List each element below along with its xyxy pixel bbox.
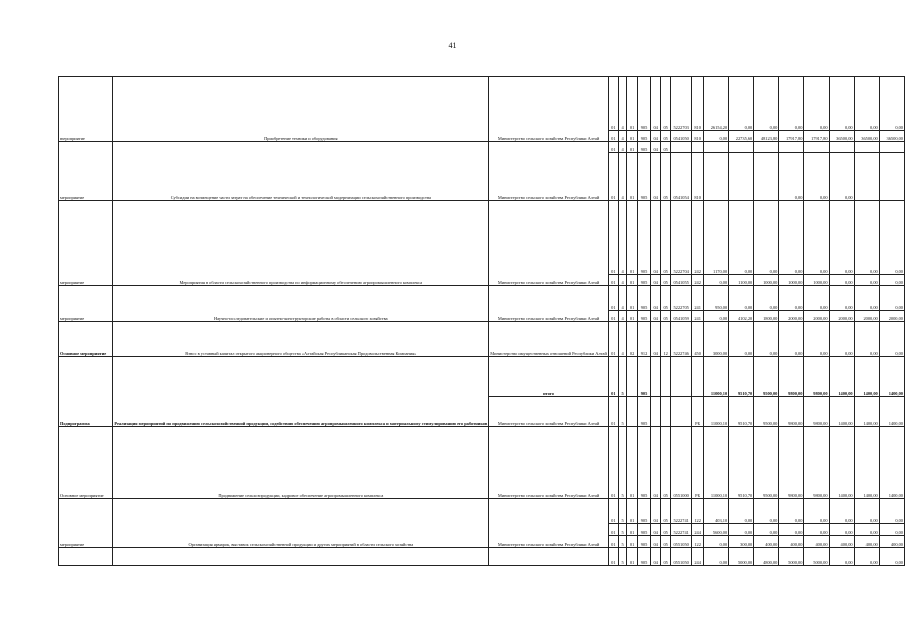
row-org-cell <box>489 548 609 566</box>
code-cell: 4 <box>618 286 626 311</box>
row-name-cell: Научно-исследовательские и опытно-конструкторские работы в области сельского хозяйства <box>113 286 489 322</box>
code-cell: 01 <box>627 536 638 548</box>
amount-cell: 0,00 <box>829 286 854 311</box>
code-cell: 01 <box>608 322 618 357</box>
code-cell <box>671 357 692 397</box>
amount-cell: 1000,00 <box>754 275 779 286</box>
amount-cell: 11000,10 <box>704 397 729 427</box>
code-cell: 4 <box>618 201 626 275</box>
amount-cell: 400,00 <box>804 536 829 548</box>
amount-cell <box>854 142 879 153</box>
row-name-cell: Приобретение техники и оборудования <box>113 77 489 142</box>
amount-cell: 0,00 <box>779 77 804 131</box>
code-cell: 02 <box>627 322 638 357</box>
amount-cell: 9500,00 <box>754 397 779 427</box>
amount-cell: 9800,00 <box>804 397 829 427</box>
code-cell: 04 <box>651 322 661 357</box>
code-cell: 905 <box>637 499 650 524</box>
code-cell: 01 <box>608 427 618 499</box>
amount-cell: 9800,00 <box>779 357 804 397</box>
code-cell <box>651 357 661 397</box>
table-row <box>59 77 905 131</box>
amount-cell <box>754 153 779 201</box>
amount-cell: 9510,70 <box>729 397 754 427</box>
amount-cell: 0,00 <box>704 548 729 566</box>
amount-cell: 4102,20 <box>729 311 754 322</box>
amount-cell: 1400,00 <box>879 357 904 397</box>
amount-cell: 36500,00 <box>854 131 879 142</box>
amount-cell: 1000,00 <box>779 275 804 286</box>
amount-cell <box>704 153 729 201</box>
code-cell: 242 <box>692 201 704 275</box>
amount-cell: 400,00 <box>779 536 804 548</box>
amount-cell: 0,00 <box>854 201 879 275</box>
code-cell: 05 <box>661 77 671 131</box>
code-cell: 244 <box>692 524 704 536</box>
code-cell: 4 <box>618 311 626 322</box>
amount-cell: 0,00 <box>804 322 829 357</box>
code-cell: 01 <box>627 286 638 311</box>
amount-cell: 22735,60 <box>729 131 754 142</box>
amount-cell: 3000,00 <box>704 322 729 357</box>
code-cell: 01 <box>608 357 618 397</box>
code-cell: 05 <box>661 142 671 153</box>
amount-cell <box>729 142 754 153</box>
code-cell: 0541055 <box>671 275 692 286</box>
amount-cell: 0,00 <box>854 275 879 286</box>
row-org-cell: Министерство сельского хозяйства Республики Алтай <box>489 286 609 322</box>
code-cell <box>671 142 692 153</box>
code-cell: 01 <box>608 311 618 322</box>
row-name-cell: Субсидии на возмещение части затрат на обеспечение технической и технологической модернизации сельскохозяйственного производства <box>113 142 489 201</box>
code-cell <box>692 142 704 153</box>
amount-cell: 5000,00 <box>804 548 829 566</box>
code-cell: 810 <box>692 131 704 142</box>
amount-cell: 1800,00 <box>754 311 779 322</box>
code-cell: 0541059 <box>671 311 692 322</box>
code-cell: 04 <box>651 499 661 524</box>
code-cell: 04 <box>651 524 661 536</box>
code-cell: 905 <box>637 77 650 131</box>
amount-cell: 9500,00 <box>754 357 779 397</box>
code-cell: 01 <box>608 397 618 427</box>
code-cell: 04 <box>651 286 661 311</box>
amount-cell: 0,00 <box>779 153 804 201</box>
code-cell: 01 <box>608 77 618 131</box>
amount-cell: 0,00 <box>829 524 854 536</box>
amount-cell: 0,00 <box>804 499 829 524</box>
amount-cell: 36500,00 <box>879 131 904 142</box>
amount-cell: 1170,00 <box>704 201 729 275</box>
table-row <box>59 322 905 357</box>
code-cell: 01 <box>608 524 618 536</box>
amount-cell: 0,00 <box>704 536 729 548</box>
amount-cell <box>729 153 754 201</box>
code-cell: 905 <box>637 397 650 427</box>
amount-cell: 0,00 <box>879 275 904 286</box>
code-cell: 04 <box>651 153 661 201</box>
amount-cell: 17917,80 <box>804 131 829 142</box>
amount-cell <box>879 142 904 153</box>
row-type-cell: мероприятие <box>59 286 113 322</box>
code-cell: 05 <box>661 201 671 275</box>
amount-cell <box>704 142 729 153</box>
code-cell: РБ <box>692 427 704 499</box>
amount-cell: 0,00 <box>829 499 854 524</box>
code-cell: 122 <box>692 499 704 524</box>
code-cell: 04 <box>651 275 661 286</box>
code-cell: 04 <box>651 142 661 153</box>
code-cell: 01 <box>608 142 618 153</box>
code-cell: 905 <box>637 275 650 286</box>
amount-cell: 9500,00 <box>754 427 779 499</box>
amount-cell: 0,00 <box>704 131 729 142</box>
code-cell: 04 <box>651 77 661 131</box>
row-type-cell: мероприятие <box>59 142 113 201</box>
amount-cell: 9800,00 <box>779 427 804 499</box>
amount-cell: 2000,00 <box>804 311 829 322</box>
row-type-cell <box>59 548 113 566</box>
amount-cell: 1400,00 <box>829 397 854 427</box>
amount-cell <box>779 142 804 153</box>
amount-cell: 0,00 <box>779 499 804 524</box>
amount-cell: 0,00 <box>754 322 779 357</box>
code-cell: 905 <box>637 131 650 142</box>
code-cell <box>627 397 638 427</box>
amount-cell: 9800,00 <box>804 357 829 397</box>
amount-cell: 400,00 <box>829 536 854 548</box>
row-name-cell: Мероприятия в области сельскохозяйственного производства по информационному обеспечению агропромышленного комплекса <box>113 201 489 286</box>
amount-cell: 5000,00 <box>779 548 804 566</box>
row-name-cell: Организация ярмарок, выставок сельскохозяйственной продукции и других мероприятий в области сельского хозяйства <box>113 499 489 548</box>
row-name-cell <box>113 548 489 566</box>
amount-cell: 0,00 <box>854 77 879 131</box>
code-cell: 5 <box>618 499 626 524</box>
code-cell: 05 <box>661 286 671 311</box>
amount-cell: 0,00 <box>854 499 879 524</box>
amount-cell: 300,00 <box>729 536 754 548</box>
code-cell: 5 <box>618 536 626 548</box>
code-cell: 01 <box>608 201 618 275</box>
amount-cell: 0,00 <box>729 524 754 536</box>
row-type-cell: mероприятие <box>59 77 113 142</box>
code-cell: 04 <box>651 536 661 548</box>
code-cell: 0541054 <box>671 153 692 201</box>
code-cell <box>627 357 638 397</box>
amount-cell: 0,00 <box>729 499 754 524</box>
amount-cell: 0,00 <box>779 201 804 275</box>
amount-cell: 403,10 <box>704 499 729 524</box>
code-cell: 04 <box>651 201 661 275</box>
amount-cell: 0,00 <box>729 77 754 131</box>
row-name-cell: Взнос в уставный капитал открытого акционерного общества «Алтайская Республиканская Продовольственная Компания» <box>113 322 489 357</box>
amount-cell: 36500,00 <box>829 131 854 142</box>
table-row <box>59 286 905 311</box>
code-cell: 0551050 <box>671 536 692 548</box>
code-cell: 4 <box>618 77 626 131</box>
code-cell: 810 <box>692 153 704 201</box>
code-cell: 810 <box>692 77 704 131</box>
amount-cell: 0,00 <box>879 499 904 524</box>
row-org-cell: Министерство имущественных отношений Республики Алтай <box>489 322 609 357</box>
code-cell: 05 <box>661 153 671 201</box>
code-cell: РБ <box>692 397 704 427</box>
row-org-cell: Министерство сельского хозяйства Республики Алтай <box>489 77 609 142</box>
code-cell: 905 <box>637 427 650 499</box>
code-cell: 5 <box>618 397 626 427</box>
amount-cell: 0,00 <box>829 153 854 201</box>
amount-cell: 0,00 <box>854 322 879 357</box>
amount-cell: 1400,00 <box>879 397 904 427</box>
table-row <box>59 548 905 566</box>
code-cell: 04 <box>651 131 661 142</box>
amount-cell: 0,00 <box>779 322 804 357</box>
code-cell: 01 <box>608 153 618 201</box>
amount-cell: 0,00 <box>879 322 904 357</box>
code-cell: 0541050 <box>671 131 692 142</box>
amount-cell: 2000,00 <box>879 311 904 322</box>
table-row <box>59 427 905 499</box>
code-cell: 242 <box>692 275 704 286</box>
code-cell <box>651 397 661 427</box>
code-cell: 04 <box>651 548 661 566</box>
amount-cell: 5600,00 <box>704 524 729 536</box>
code-cell: 5222746 <box>671 322 692 357</box>
code-cell: 4 <box>618 131 626 142</box>
code-cell: 01 <box>627 131 638 142</box>
amount-cell: 9510,70 <box>729 357 754 397</box>
code-cell: 01 <box>627 77 638 131</box>
code-cell: 01 <box>608 536 618 548</box>
code-cell: 5222741 <box>671 499 692 524</box>
code-cell: 01 <box>627 548 638 566</box>
code-cell: 4 <box>618 153 626 201</box>
amount-cell: 1000,00 <box>804 275 829 286</box>
row-type-cell: Основное мероприятие <box>59 322 113 357</box>
amount-cell: 9510,70 <box>729 427 754 499</box>
code-cell: 905 <box>637 548 650 566</box>
code-cell: 912 <box>637 322 650 357</box>
code-cell: 241 <box>692 311 704 322</box>
amount-cell: 17917,80 <box>779 131 804 142</box>
code-cell: 05 <box>661 311 671 322</box>
code-cell: 5 <box>618 427 626 499</box>
code-cell: 05 <box>661 499 671 524</box>
code-cell <box>671 397 692 427</box>
amount-cell: 0,00 <box>854 548 879 566</box>
code-cell: 05 <box>661 548 671 566</box>
amount-cell: 0,00 <box>729 201 754 275</box>
code-cell: 12 <box>661 322 671 357</box>
amount-cell: 0,00 <box>754 524 779 536</box>
row-org-cell: Министерство сельского хозяйства Республики Алтай <box>489 201 609 286</box>
amount-cell: 11000,10 <box>704 357 729 397</box>
amount-cell: 0,00 <box>879 201 904 275</box>
code-cell: 05 <box>661 524 671 536</box>
code-cell: 905 <box>637 524 650 536</box>
code-cell: 04 <box>651 427 661 499</box>
amount-cell: 0,00 <box>829 548 854 566</box>
amount-cell: 0,00 <box>829 322 854 357</box>
amount-cell: 0,00 <box>829 275 854 286</box>
code-cell: 01 <box>608 499 618 524</box>
amount-cell: 0,00 <box>754 499 779 524</box>
amount-cell: 0,00 <box>804 153 829 201</box>
code-cell: 122 <box>692 536 704 548</box>
amount-cell: 1100,00 <box>729 275 754 286</box>
code-cell: 5222705 <box>671 286 692 311</box>
page-number: 41 <box>448 41 457 50</box>
code-cell: 01 <box>627 153 638 201</box>
code-cell: 01 <box>608 131 618 142</box>
code-cell: 5222741 <box>671 524 692 536</box>
code-cell: 905 <box>637 201 650 275</box>
row-name-cell: Реализация мероприятий по продвижению сельскохозяйственной продукции, содействию обеспечению агропромышленного комплекса и материальному стимулированию его работников <box>113 357 489 427</box>
row-org-cell: Министерство сельского хозяйства Республики Алтай <box>489 427 609 499</box>
code-cell: 241 <box>692 286 704 311</box>
code-cell: 05 <box>661 427 671 499</box>
amount-cell: 400,00 <box>879 536 904 548</box>
amount-cell: 2000,00 <box>854 311 879 322</box>
amount-cell: 0,00 <box>804 524 829 536</box>
code-cell: 01 <box>627 524 638 536</box>
code-cell: 5222704 <box>671 201 692 275</box>
row-type-cell: Основное мероприятие <box>59 427 113 499</box>
table-row <box>59 357 905 397</box>
amount-cell: 4800,00 <box>754 548 779 566</box>
amount-cell: 1400,00 <box>879 427 904 499</box>
row-org-cell: Министерство сельского хозяйства Республики Алтай <box>489 142 609 201</box>
code-cell <box>661 357 671 397</box>
table-row <box>59 499 905 524</box>
amount-cell: 9800,00 <box>804 427 829 499</box>
amount-cell: 0,00 <box>854 524 879 536</box>
code-cell: 01 <box>627 311 638 322</box>
amount-cell: 1400,00 <box>829 357 854 397</box>
code-cell: 04 <box>651 311 661 322</box>
code-cell: 905 <box>637 311 650 322</box>
amount-cell: 26154,20 <box>704 77 729 131</box>
amount-cell: 0,00 <box>879 77 904 131</box>
amount-cell: 400,00 <box>754 536 779 548</box>
code-cell: 4 <box>618 322 626 357</box>
code-cell: 05 <box>661 275 671 286</box>
amount-cell: 0,00 <box>729 322 754 357</box>
amount-cell: 0,00 <box>879 524 904 536</box>
table-row <box>59 201 905 275</box>
row-type-cell: мероприятие <box>59 201 113 286</box>
amount-cell: 0,00 <box>779 286 804 311</box>
amount-cell: 950,00 <box>704 286 729 311</box>
code-cell: 244 <box>692 548 704 566</box>
code-cell <box>692 357 704 397</box>
row-type-cell: мероприятие <box>59 499 113 548</box>
code-cell: 905 <box>637 153 650 201</box>
code-cell: 01 <box>627 201 638 275</box>
amount-cell: 1400,00 <box>854 357 879 397</box>
amount-cell: 0,00 <box>804 77 829 131</box>
amount-cell: 0,00 <box>779 524 804 536</box>
amount-cell: 0,00 <box>879 548 904 566</box>
code-cell: 01 <box>627 499 638 524</box>
code-cell: 5 <box>618 357 626 397</box>
code-cell: 01 <box>608 548 618 566</box>
amount-cell <box>804 142 829 153</box>
row-name-cell: Продвижение сельхозпродукции, кадровое обеспечение агропромышленного комплекса <box>113 427 489 499</box>
budget-table <box>58 76 905 566</box>
amount-cell: 2000,00 <box>829 311 854 322</box>
code-cell: 5222703 <box>671 77 692 131</box>
amount-cell: 9800,00 <box>779 397 804 427</box>
amount-cell: 2000,00 <box>779 311 804 322</box>
code-cell: 5 <box>618 524 626 536</box>
amount-cell: 0,00 <box>829 77 854 131</box>
amount-cell: 0,00 <box>879 286 904 311</box>
amount-cell: 11000,10 <box>704 427 729 499</box>
amount-cell <box>879 153 904 201</box>
code-cell: 01 <box>627 142 638 153</box>
code-cell: 450 <box>692 322 704 357</box>
code-cell: 05 <box>661 536 671 548</box>
code-cell: 01 <box>608 275 618 286</box>
row-org-cell: Министерство сельского хозяйства Республики Алтай <box>489 397 609 427</box>
code-cell: 01 <box>608 286 618 311</box>
row-org-cell: Министерство сельского хозяйства Республики Алтай <box>489 499 609 548</box>
code-cell: 05 <box>661 131 671 142</box>
amount-cell: 5000,00 <box>729 548 754 566</box>
code-cell: 4 <box>618 275 626 286</box>
amount-cell: 0,00 <box>754 201 779 275</box>
code-cell: 5 <box>618 548 626 566</box>
code-cell: 905 <box>637 357 650 397</box>
amount-cell: 0,00 <box>804 201 829 275</box>
amount-cell: 48123,80 <box>754 131 779 142</box>
code-cell: 905 <box>637 286 650 311</box>
amount-cell: 0,00 <box>829 201 854 275</box>
amount-cell: 0,00 <box>804 286 829 311</box>
table-row <box>59 142 905 153</box>
code-cell: 0551000 <box>671 427 692 499</box>
amount-cell: 400,00 <box>854 536 879 548</box>
amount-cell <box>754 142 779 153</box>
row-type-cell: Подпрограмма <box>59 357 113 427</box>
code-cell: 01 <box>627 275 638 286</box>
code-cell: 01 <box>627 427 638 499</box>
amount-cell: 0,00 <box>754 77 779 131</box>
amount-cell: 1400,00 <box>854 397 879 427</box>
row-org-cell: итого <box>489 357 609 397</box>
amount-cell: 1400,00 <box>854 427 879 499</box>
amount-cell: 0,00 <box>729 286 754 311</box>
code-cell: 4 <box>618 142 626 153</box>
amount-cell: 0,00 <box>754 286 779 311</box>
amount-cell: 0,00 <box>854 286 879 311</box>
code-cell: 0551050 <box>671 548 692 566</box>
amount-cell: 1400,00 <box>829 427 854 499</box>
amount-cell <box>829 142 854 153</box>
code-cell <box>661 397 671 427</box>
amount-cell: 0,00 <box>704 311 729 322</box>
amount-cell <box>854 153 879 201</box>
amount-cell: 0,00 <box>704 275 729 286</box>
code-cell: 905 <box>637 142 650 153</box>
code-cell: 905 <box>637 536 650 548</box>
